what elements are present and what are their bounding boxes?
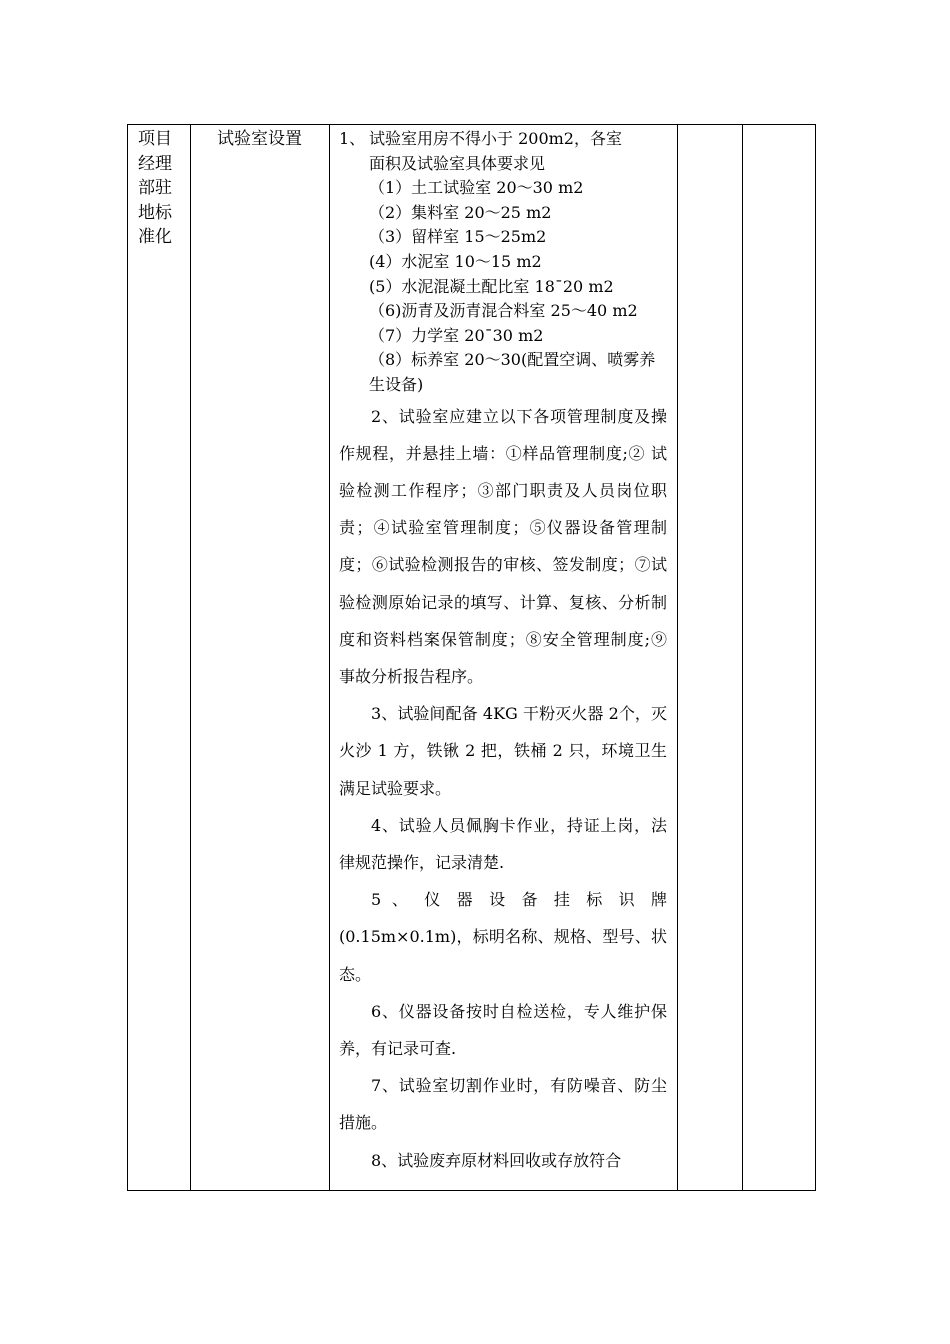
empty-cell-4 (677, 125, 742, 1190)
room-item: (4）水泥室 10～15 m2 (369, 251, 542, 271)
requirement-1-line (339, 127, 667, 152)
requirement-1-number: 1、 (339, 129, 366, 148)
requirement-paragraph: 8、试验废弃原材料回收或存放符合 (371, 1150, 622, 1170)
requirement-paragraph: 4、试验人员佩胸卡作业，持证上岗，法律规范操作，记录清楚. (339, 815, 667, 872)
requirements-cell (329, 125, 677, 1190)
category-cell (128, 125, 190, 1190)
standards-table (127, 124, 816, 1191)
item-text: 试验室设置 (217, 129, 302, 149)
empty-cell-5 (742, 125, 817, 1190)
requirement-1-text-line: 试验室用房不得小于 200m2，各室 (369, 129, 622, 148)
requirement-1-text-line: 面积及试验室具体要求见 (369, 153, 546, 173)
room-item: （1）土工试验室 20～30 m2 (369, 178, 584, 198)
requirement-paragraph-continuation: (0.15m×0.1m)，标明名称、规格、型号、状态。 (339, 927, 667, 984)
requirement-paragraph: 7、试验室切割作业时，有防噪音、防尘措施。 (339, 1076, 667, 1133)
requirement-paragraph: 2、试验室应建立以下各项管理制度及操作规程，并悬挂上墙：①样品管理制度;② 试验检测工作程序；③部门职责及人员岗位职责；④试验室管理制度；⑤仪器设备管理制度；⑥试验检测报告的审核、签发制度；⑦试验检测原始记录的填写、计算、复核、分析制度和资料档案保管制度；⑧安全管理制度;⑨ 事故分析报告程序。 (339, 406, 667, 686)
room-item: （8）标养室 20～30(配置空调、喷雾养生设备) (369, 350, 656, 394)
requirements-body (339, 127, 667, 1179)
item-cell (190, 125, 329, 1190)
room-item: (5）水泥混凝土配比室 18¯20 m2 (369, 276, 614, 296)
requirement-paragraph: 5 、 仪 器 设 备 挂 标 识 牌 (371, 890, 667, 910)
room-item: （3）留样室 15～25m2 (369, 227, 547, 247)
category-text: 项目经理部驻地标准化 (138, 129, 172, 248)
room-item: （2）集料室 20～25 m2 (369, 202, 552, 222)
requirement-paragraph: 6、仪器设备按时自检送检，专人维护保养，有记录可查. (339, 1001, 667, 1058)
room-item: （6)沥青及沥青混合料室 25～40 m2 (369, 301, 638, 321)
room-item: （7）力学室 20¯30 m2 (369, 325, 544, 345)
requirement-paragraph: 3、试验间配备 4KG 干粉灭火器 2个，灭火沙 1 方，铁锹 2 把，铁桶 2 只，环境卫生满足试验要求。 (339, 704, 667, 798)
